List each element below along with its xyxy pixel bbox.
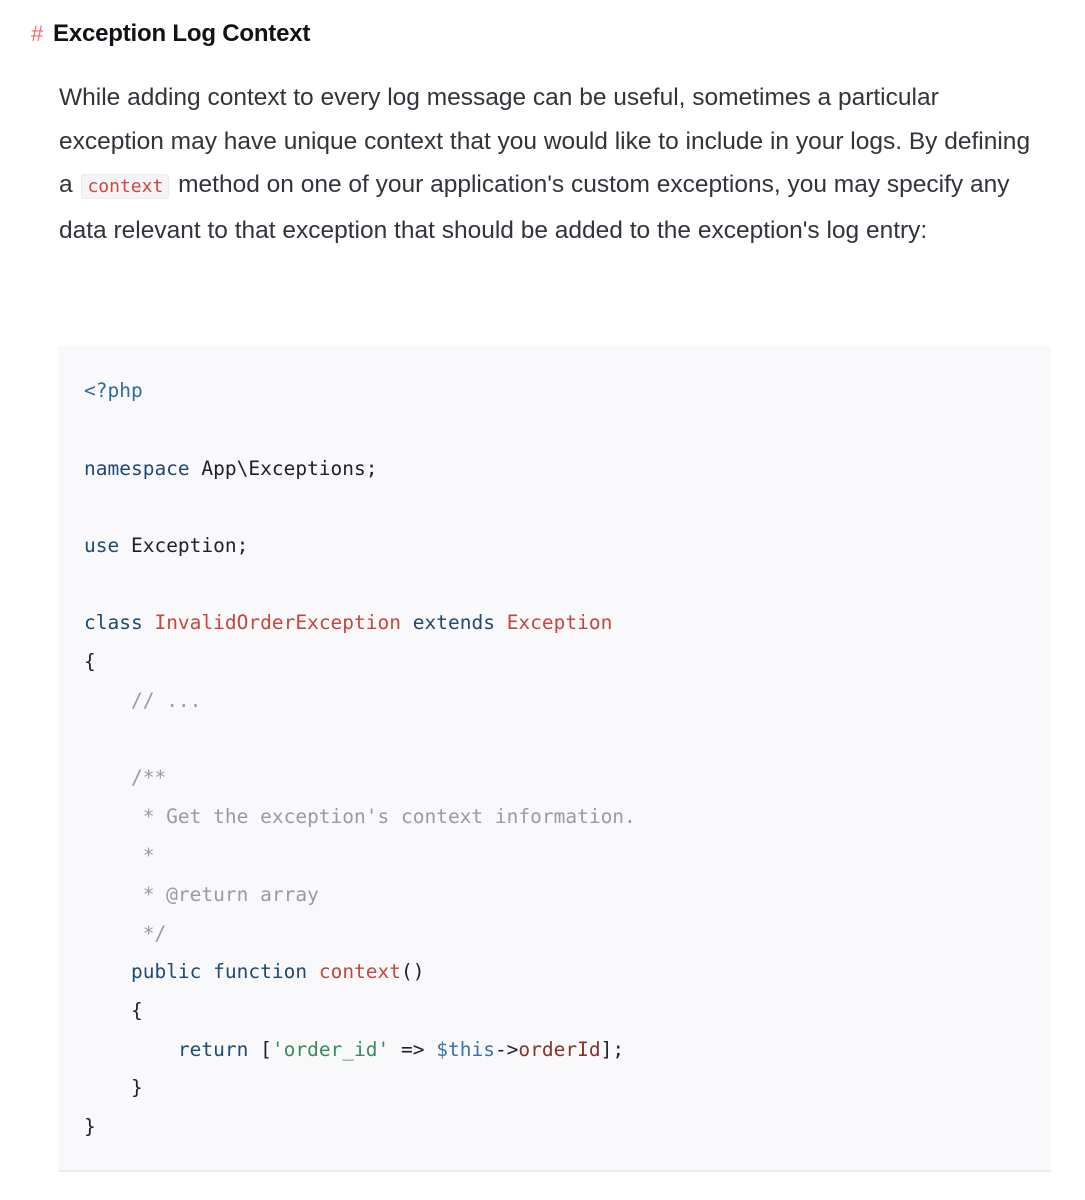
code-line — [84, 992, 143, 1030]
code-token: { — [84, 999, 143, 1022]
code-token: extends — [412, 611, 495, 634]
code-token: ]; — [600, 1038, 625, 1061]
paragraph-text-after: method on one of your application's custom exceptions, you may specify any data relevant to that exception that should be added to the exception's log entry: — [59, 171, 1010, 244]
code-token: 'order_id' — [271, 1038, 390, 1061]
code-token: function — [213, 960, 308, 983]
code-token: Exception — [506, 611, 613, 634]
code-line — [84, 837, 154, 875]
code-token: context — [318, 960, 402, 983]
code-line — [84, 1031, 624, 1069]
code-token: App\Exceptions; — [189, 457, 378, 480]
code-token: /** — [130, 766, 167, 789]
code-token — [143, 611, 155, 634]
code-token: } — [84, 1115, 96, 1138]
code-token — [495, 611, 507, 634]
code-line — [84, 1108, 96, 1146]
code-token — [84, 689, 131, 712]
code-line — [84, 682, 201, 720]
code-line — [84, 798, 636, 836]
code-token: */ — [142, 922, 167, 945]
code-line — [84, 450, 378, 488]
code-token: return — [177, 1038, 249, 1061]
code-token: } — [84, 1076, 143, 1099]
code-token: * Get the exception's context information. — [142, 805, 636, 828]
code-line — [84, 527, 248, 565]
inline-code-context: context — [81, 174, 169, 199]
code-token — [84, 766, 131, 789]
code-line — [84, 915, 166, 953]
code-line — [84, 876, 319, 914]
code-token — [84, 883, 143, 906]
heading-title: Exception Log Context — [53, 20, 311, 47]
code-token — [401, 611, 413, 634]
code-token: orderId — [518, 1038, 601, 1061]
code-token — [84, 805, 143, 828]
code-token — [201, 960, 213, 983]
code-token: class — [84, 611, 143, 634]
code-token: { — [84, 650, 96, 673]
code-token: Exception; — [119, 534, 249, 557]
code-line — [84, 643, 96, 681]
code-line — [84, 604, 612, 642]
code-token: public — [130, 960, 202, 983]
code-token: * — [142, 844, 155, 867]
code-token: () — [401, 960, 425, 983]
code-line — [84, 372, 143, 410]
intro-paragraph — [59, 76, 1049, 252]
section-heading — [31, 14, 310, 54]
code-token: InvalidOrderException — [154, 611, 401, 634]
code-token — [84, 922, 143, 945]
code-line — [84, 1069, 143, 1107]
code-token: [ — [248, 1038, 272, 1061]
code-token: -> — [494, 1038, 519, 1061]
code-token: use — [84, 534, 120, 557]
code-token — [84, 960, 131, 983]
code-token — [84, 1038, 178, 1061]
code-token: namespace — [84, 457, 190, 480]
paragraph-text-before: While adding context to every log message can be useful, sometimes a particular exception may have unique context that you would like to include in your logs. By defining a — [59, 84, 1031, 198]
heading-anchor-link[interactable]: # — [31, 21, 44, 46]
code-token: // ... — [130, 689, 202, 712]
code-token: * @return array — [142, 883, 319, 906]
code-line — [84, 759, 166, 797]
code-block — [58, 346, 1051, 1172]
code-token — [84, 844, 143, 867]
code-token: <?php — [84, 379, 143, 402]
code-token: => — [389, 1038, 437, 1061]
code-token — [307, 960, 319, 983]
code-line — [84, 953, 425, 991]
code-token: $this — [436, 1038, 495, 1061]
